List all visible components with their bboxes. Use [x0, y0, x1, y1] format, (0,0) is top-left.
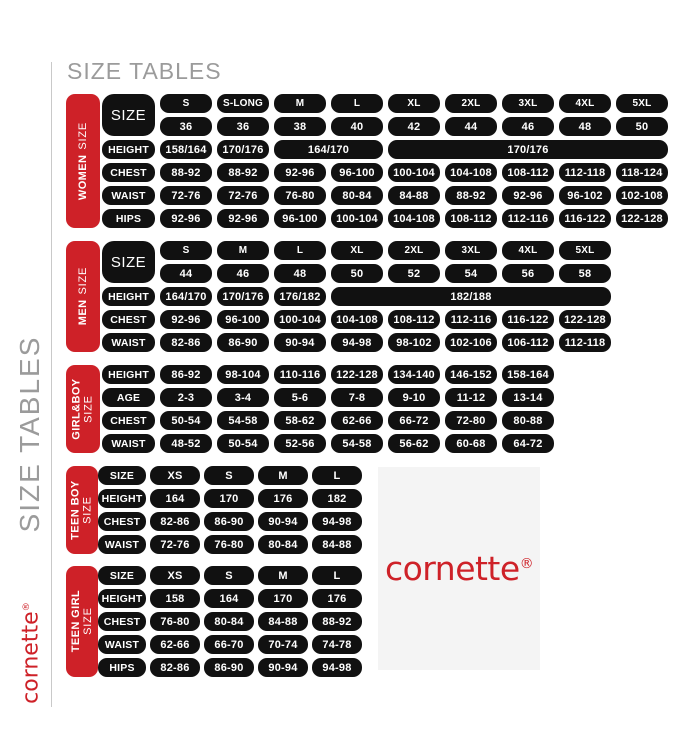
row-label: HEIGHT: [98, 489, 146, 508]
size-cell: 106-112: [502, 333, 554, 352]
size-cell: 76-80: [204, 535, 254, 554]
size-cell: 7-8: [331, 388, 383, 407]
size-number-cell: 48: [559, 117, 611, 136]
row-label: WAIST: [102, 186, 155, 205]
size-cell: 116-122: [559, 209, 611, 228]
size-table-women: [66, 94, 668, 228]
size-cell: 56-62: [388, 434, 440, 453]
size-table-teengirl: [66, 566, 362, 677]
corner-size-label: SIZE: [102, 94, 155, 136]
size-header-row: [102, 241, 611, 283]
size-name-cell: XL: [331, 241, 383, 260]
size-cell: 80-84: [258, 535, 308, 554]
size-cell: 146-152: [445, 365, 497, 384]
side-label-text: [77, 267, 89, 325]
side-label-primary: WOMEN: [76, 154, 89, 201]
side-label-teenboy: [66, 466, 98, 554]
size-cell: 170/176: [217, 287, 269, 306]
size-cell: 96-100: [331, 163, 383, 182]
row-label: HEIGHT: [102, 365, 155, 384]
size-name-cell: L: [331, 94, 383, 113]
size-cell: 108-112: [502, 163, 554, 182]
size-cell: 82-86: [160, 333, 212, 352]
size-cell: 112-118: [559, 163, 611, 182]
size-cell: 158: [150, 589, 200, 608]
size-cell: 112-116: [502, 209, 554, 228]
side-label-secondary: SIZE: [76, 121, 89, 150]
size-cell: 62-66: [150, 635, 200, 654]
size-name-cell: 3XL: [502, 94, 554, 113]
side-label-girlboy: [66, 365, 100, 453]
row-label: CHEST: [102, 411, 155, 430]
size-cell: 62-66: [331, 411, 383, 430]
size-cell: 170: [204, 489, 254, 508]
size-cell: 58-62: [274, 411, 326, 430]
size-table-girlboy: [66, 365, 554, 453]
size-cell: 92-96: [217, 209, 269, 228]
size-cell: 64-72: [502, 434, 554, 453]
table-row: [102, 287, 611, 306]
size-cell: 116-122: [502, 310, 554, 329]
size-cell: 80-88: [502, 411, 554, 430]
size-cell: 84-88: [388, 186, 440, 205]
size-cell: 92-96: [160, 209, 212, 228]
size-cell: 94-98: [312, 658, 362, 677]
brand-word: cornette: [18, 611, 44, 704]
size-cell: 92-96: [502, 186, 554, 205]
size-cell: 9-10: [388, 388, 440, 407]
side-label-men: [66, 241, 100, 352]
size-name-cell: M: [274, 94, 326, 113]
side-label-primary: MEN: [76, 300, 89, 326]
brand-logo: [385, 549, 533, 588]
size-cell: 72-76: [150, 535, 200, 554]
size-cell: 104-108: [445, 163, 497, 182]
size-name-cell: S: [160, 241, 212, 260]
size-cell: 96-100: [217, 310, 269, 329]
size-number-cell: 38: [274, 117, 326, 136]
size-cell: 72-76: [160, 186, 212, 205]
size-cell: 74-78: [312, 635, 362, 654]
size-cell: 100-104: [388, 163, 440, 182]
size-number-cell: 36: [160, 117, 212, 136]
size-cell: 3-4: [217, 388, 269, 407]
size-cell: 100-104: [331, 209, 383, 228]
size-header-row: [102, 94, 668, 136]
size-cell: 66-70: [204, 635, 254, 654]
size-number-cell: 50: [616, 117, 668, 136]
size-cell: 158-164: [502, 365, 554, 384]
size-name-cell: 3XL: [445, 241, 497, 260]
size-name-cell: 2XL: [445, 94, 497, 113]
size-cell: 112-118: [559, 333, 611, 352]
size-cell: 112-116: [445, 310, 497, 329]
brand-word: cornette: [384, 549, 520, 588]
size-cell: 104-108: [388, 209, 440, 228]
size-cell: 92-96: [160, 310, 212, 329]
size-cell: 86-90: [217, 333, 269, 352]
table-row: [102, 411, 554, 430]
size-cell: 182/188: [331, 287, 611, 306]
size-number-cell: 56: [502, 264, 554, 283]
table-row: [98, 466, 362, 485]
size-number-cell: 48: [274, 264, 326, 283]
size-cell: S: [204, 566, 254, 585]
size-cell: 170/176: [217, 140, 269, 159]
size-name-cell: 4XL: [502, 241, 554, 260]
vertical-page-title: SIZE TABLES: [14, 335, 45, 533]
size-cell: 122-128: [616, 209, 668, 228]
size-cell: 122-128: [559, 310, 611, 329]
size-cell: 84-88: [312, 535, 362, 554]
row-label: AGE: [102, 388, 155, 407]
size-cell: 66-72: [388, 411, 440, 430]
row-label: HEIGHT: [102, 140, 155, 159]
side-label-primary: GIRL&BOY: [70, 378, 83, 440]
size-cell: 158/164: [160, 140, 212, 159]
size-cell: 48-52: [160, 434, 212, 453]
side-label-secondary: SIZE: [76, 267, 89, 295]
size-number-cell: 52: [388, 264, 440, 283]
size-cell: 86-90: [204, 658, 254, 677]
row-label: WAIST: [98, 635, 146, 654]
size-cell: 13-14: [502, 388, 554, 407]
size-cell: S: [204, 466, 254, 485]
size-cell: 88-92: [160, 163, 212, 182]
size-cell: 108-112: [388, 310, 440, 329]
side-label-teengirl: [66, 566, 98, 677]
size-cell: 176/182: [274, 287, 326, 306]
size-cell: 102-108: [616, 186, 668, 205]
side-label-secondary: SIZE: [83, 395, 96, 423]
size-cell: 164: [204, 589, 254, 608]
brand-logo-vertical: [19, 602, 44, 704]
size-cell: 2-3: [160, 388, 212, 407]
size-cell: 182: [312, 489, 362, 508]
size-number-cell: 42: [388, 117, 440, 136]
size-cell: 90-94: [274, 333, 326, 352]
side-label-primary: TEEN BOY: [69, 480, 82, 540]
side-label-text: [71, 378, 95, 439]
size-cell: 94-98: [312, 512, 362, 531]
size-cell: 54-58: [331, 434, 383, 453]
row-label: CHEST: [102, 163, 155, 182]
row-label: HEIGHT: [102, 287, 155, 306]
size-cell: 82-86: [150, 658, 200, 677]
table-row: [98, 658, 362, 677]
row-label: WAIST: [98, 535, 146, 554]
table-row: [98, 489, 362, 508]
size-cell: 176: [312, 589, 362, 608]
page-title: SIZE TABLES: [67, 58, 222, 84]
size-name-cell: M: [217, 241, 269, 260]
size-cell: 72-80: [445, 411, 497, 430]
size-cell: 110-116: [274, 365, 326, 384]
size-cell: 5-6: [274, 388, 326, 407]
size-cell: 90-94: [258, 658, 308, 677]
size-cell: 80-84: [204, 612, 254, 631]
size-cell: 86-90: [204, 512, 254, 531]
size-number-cell: 44: [160, 264, 212, 283]
size-cell: 176: [258, 489, 308, 508]
row-label: HEIGHT: [98, 589, 146, 608]
size-cell: 90-94: [258, 512, 308, 531]
size-cell: 52-56: [274, 434, 326, 453]
side-label-secondary: SIZE: [82, 607, 94, 636]
row-label: CHEST: [102, 310, 155, 329]
size-cell: 104-108: [331, 310, 383, 329]
table-row: [102, 163, 668, 182]
size-cell: 76-80: [150, 612, 200, 631]
size-number-cell: 44: [445, 117, 497, 136]
table-row: [98, 635, 362, 654]
size-cell: 50-54: [160, 411, 212, 430]
size-cell: 11-12: [445, 388, 497, 407]
size-number-cell: 40: [331, 117, 383, 136]
size-cell: 102-106: [445, 333, 497, 352]
size-number-cell: 36: [217, 117, 269, 136]
size-cell: 86-92: [160, 365, 212, 384]
size-name-cell: 4XL: [559, 94, 611, 113]
size-cell: 100-104: [274, 310, 326, 329]
table-row: [98, 535, 362, 554]
size-cell: 88-92: [312, 612, 362, 631]
size-cell: 170/176: [388, 140, 668, 159]
size-table-men: [66, 241, 611, 352]
table-row: [98, 566, 362, 585]
size-cell: 50-54: [217, 434, 269, 453]
size-cell: 72-76: [217, 186, 269, 205]
size-cell: 88-92: [217, 163, 269, 182]
corner-size-label: SIZE: [102, 241, 155, 283]
row-label: SIZE: [98, 566, 146, 585]
size-cell: 96-102: [559, 186, 611, 205]
size-number-cell: 46: [217, 264, 269, 283]
row-label: WAIST: [102, 434, 155, 453]
size-cell: 170: [258, 589, 308, 608]
table-row: [98, 589, 362, 608]
size-cell: 88-92: [445, 186, 497, 205]
size-cell: 60-68: [445, 434, 497, 453]
table-row: [102, 434, 554, 453]
side-label-secondary: SIZE: [82, 496, 94, 524]
size-number-cell: 58: [559, 264, 611, 283]
table-row: [102, 365, 554, 384]
size-cell: M: [258, 566, 308, 585]
size-cell: 80-84: [331, 186, 383, 205]
size-cell: 108-112: [445, 209, 497, 228]
size-name-cell: L: [274, 241, 326, 260]
table-row: [102, 186, 668, 205]
size-table-teenboy: [66, 466, 362, 554]
table-row: [102, 140, 668, 159]
size-cell: L: [312, 566, 362, 585]
size-number-cell: 50: [331, 264, 383, 283]
size-name-cell: 5XL: [616, 94, 668, 113]
table-row: [98, 612, 362, 631]
row-label: WAIST: [102, 333, 155, 352]
table-row: [102, 209, 668, 228]
table-row: [102, 333, 611, 352]
size-cell: XS: [150, 466, 200, 485]
size-cell: L: [312, 466, 362, 485]
size-name-cell: S-LONG: [217, 94, 269, 113]
table-row: [102, 388, 554, 407]
side-label-women: [66, 94, 100, 228]
divider-line: [51, 62, 52, 707]
size-cell: 82-86: [150, 512, 200, 531]
size-name-cell: 5XL: [559, 241, 611, 260]
size-cell: 76-80: [274, 186, 326, 205]
size-cell: 164/170: [274, 140, 383, 159]
size-cell: 164: [150, 489, 200, 508]
size-cell: M: [258, 466, 308, 485]
row-label: CHEST: [98, 612, 146, 631]
table-row: [98, 512, 362, 531]
size-number-cell: 46: [502, 117, 554, 136]
side-label-text: [70, 480, 94, 539]
size-cell: 94-98: [331, 333, 383, 352]
side-label-text: [77, 122, 89, 200]
size-cell: 118-124: [616, 163, 668, 182]
size-number-cell: 54: [445, 264, 497, 283]
row-label: HIPS: [98, 658, 146, 677]
size-cell: 70-74: [258, 635, 308, 654]
row-label: SIZE: [98, 466, 146, 485]
side-label-primary: TEEN GIRL: [69, 590, 82, 653]
size-cell: 122-128: [331, 365, 383, 384]
size-cell: 54-58: [217, 411, 269, 430]
size-cell: 164/170: [160, 287, 212, 306]
size-cell: 98-104: [217, 365, 269, 384]
size-cell: 92-96: [274, 163, 326, 182]
row-label: HIPS: [102, 209, 155, 228]
size-name-cell: XL: [388, 94, 440, 113]
size-name-cell: S: [160, 94, 212, 113]
side-label-text: [70, 590, 94, 652]
registered-mark: ®: [21, 602, 33, 612]
registered-mark: ®: [519, 556, 534, 572]
size-cell: 134-140: [388, 365, 440, 384]
size-name-cell: 2XL: [388, 241, 440, 260]
size-cell: 96-100: [274, 209, 326, 228]
size-cell: 98-102: [388, 333, 440, 352]
table-row: [102, 310, 611, 329]
size-cell: 84-88: [258, 612, 308, 631]
row-label: CHEST: [98, 512, 146, 531]
brand-logo-box: [378, 467, 540, 670]
size-cell: XS: [150, 566, 200, 585]
